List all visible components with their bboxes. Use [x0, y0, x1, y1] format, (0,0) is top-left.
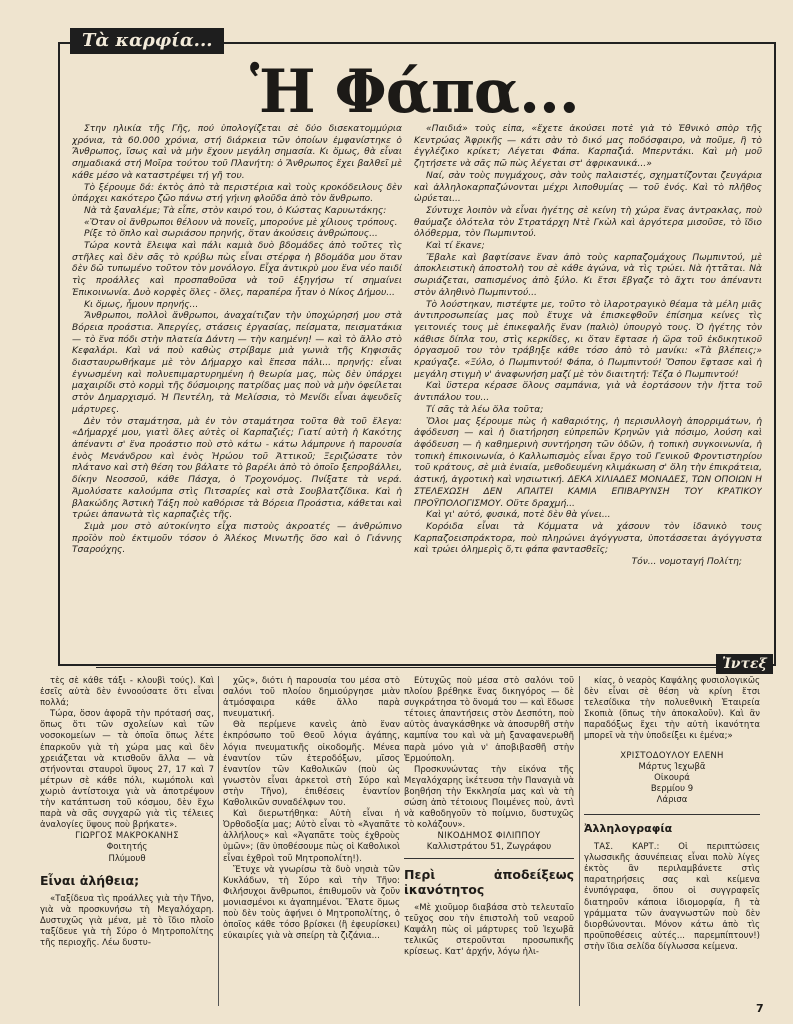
article-paragraph: «Ὅταν οἱ ἄνθρωποι θέλουν νὰ πονεῖς, μπορούνε μὲ χίλιους τρόπους.: [84, 217, 398, 228]
letters-column-3: [404, 676, 574, 1011]
letters-column-4: [584, 676, 760, 1011]
article-right-column: [414, 124, 762, 664]
article-paragraph: Νὰ τὰ ξαναλέμε; Τὰ εἶπε, στὸν καιρό του, ὁ Κώστας Καρυωτάκης:: [84, 205, 387, 216]
letter-heading: Εἶναι ἀλήθεια;: [40, 872, 140, 888]
letter-paragraph: ΤΑΣ. ΚΑΡΤ.: Οἱ περιπτώσεις γλωσσικῆς ἀσυνέπειας εἶναι πολὺ λίγες ἐκτὸς ἂν περιλαμβάνετε στὶς παρατηρήσεις σας καὶ κείμενα ἐνυπόγραφα, ὅπου οἱ συγγραφεῖς διατηροῦν κάποια ἰδιομορφία, ἢ τὰ γράμματα τῶν ἀναγνωστῶν ποὺ δὲν διορθώνονται. Μόνον κάτω ἀπὸ τὶς προϋποθέσεις αὐτές... παρεμπίπτουν!) στὴν ἴδια σελίδα δίγλωσσα κείμενα.: [584, 842, 760, 952]
article-paragraph: Σιμὰ μου στὸ αὐτοκίνητο εἶχα πιστοὺς ἀκροατές — ἀνθρώπινο προϊὸν ποὺ ἐκτιμοῦν τόσον ὁ Ἀλέκος Μινωτῆς ὅσο καὶ ὁ Γιάννης Τσαρούχης.: [72, 521, 402, 556]
letter-paragraph: Εὐτυχῶς ποὺ μέσα στὸ σαλόνι τοῦ πλοίου βρέθηκε ἕνας δικηγόρος — δὲ συγκράτησα τὸ ὄνομά του — καὶ ἔδωσε τέτοιες ἀπαντήσεις στὸν Δεσπότη, ποὺ αὐτὸς ἀναγκάσθηκε νὰ ἀποσυρθῆ στὴν καμπίνα του καὶ νὰ μὴ ξαναφανερωθῆ παρὰ μόνο γιὰ ν' ἀποβιβασθῆ στὴν Ἑρμούπολη.: [404, 676, 574, 764]
letter-paragraph: «Μὲ χιοῦμορ διαβάσα στὸ τελευταῖο τεῦχος σου τὴν ἐπιστολὴ τοῦ νεαροῦ Καψάλη πὼς οἱ μάρτυρες τοῦ Ἰεχωβᾶ τελικῶς στεροῦνται προσωπικῆς κρίσεως. Κατ' ἀρχήν, λόγω ἡλι-: [404, 902, 574, 957]
letter-paragraph: Θὰ περίμενε κανεὶς ἀπὸ ἕναν ἐκπρόσωπο τοῦ Θεοῦ λόγια ἀγάπης, λόγια πνευματικῆς οἰκοδομῆς. Μένεα ἐναντίον τῶν ἑτεροδόξων, μῖσος ἐναντίον τῶν Καθολικῶν (ποὺ ὡς γνωστὸν εἶναι ἀρκετοὶ στὴ Σύρο καὶ στὴν Τῆνο), ἐπιθέσεις ἐναντίον Καθολικῶν συναδέλφων του.: [223, 720, 400, 809]
article-paragraph: Καὶ ὕστερα κέρασε ὅλους σαμπάνια, γιὰ νὰ ἑορτάσουν τὴν ἥττα τοῦ ἀντιπάλου του...: [414, 381, 762, 404]
letter-signature-line: Βερμίου 9: [650, 783, 694, 794]
letter-signature-line: Καλλιστράτου 51, Ζωγράφου: [426, 842, 552, 853]
heading-rule: [404, 858, 574, 859]
article-paragraph: Κι ὅμως, ἦμουν πρηνής...: [84, 299, 199, 310]
article-paragraph: Στην ηλικία τῆς Γῆς, πού ὑπολογίζεται σὲ δύο δισεκατομμύρια χρόνια, τὰ 60.000 χρόνια, στή διάρκεια τῶν ὁποίων ἐμφανίστηκε ὁ Ἄνθρωπος, ἴσως καὶ νὰ μὴν ἔχουν μεγάλη σημασία. Κι ὅμως, θὰ εἶναι σημαδιακά στή Μοῖρα τούτου τοῦ Πλανήτη: ὁ Ἄνθρωπος ἔχει βαλθεῖ μὲ κάθε μέσο νὰ καταστρέψει τή γῆ του.: [72, 124, 402, 181]
article-paragraph: Ὅλοι μας ξέρουμε πὼς ἡ καθαριότης, ἡ περισυλλογὴ ἀπορριμάτων, ἡ ἀφόδευση — καὶ ἡ διατήρηση εὐπρεπῶν Κρηνῶν γιὰ πόσιμο, λούση καὶ ἀφόδευση — ἡ καθημερινὴ συντήρηση τῶν ὁδῶν, ἡ τοπικὴ συγκοινωνία, ἡ τοπικὴ ἐπικοινωνία, ὁ Καλλωπισμὸς εἶναι ἔργο τοῦ Γενικοῦ Φροντιστηρίου τοῦ κράτους, σὲ μιὰ ἑνιαία, μεθοδευμένη κλιμάκωση σ' ὅλη τὴν ἐπικράτεια, ἀστική, ἀγροτικὴ καὶ νησιωτική. ΔΕΚΑ ΧΙΛΙΑΔΕΣ ΜΟΝΑΔΕΣ, ΤΩΝ ΟΠΟΙΩΝ Η ΣΤΕΛΕΧΩΣΗ ΔΕΝ ΑΠΑΙΤΕΙ ΚΑΜΙΑ ΕΠΙΒΑΡΥΝΣΗ ΤΟΥ ΚΡΑΤΙΚΟΥ ΠΡΟΫΠΟΛΟΓΙΣΜΟΥ. Οὔτε δραχμή...: [414, 416, 762, 509]
letter-signature-name: ΝΙΚΟΔΗΜΟΣ ΦΙΛΙΠΠΟΥ: [437, 831, 541, 842]
article-paragraph: Καὶ γι' αὐτό, φυσικά, ποτὲ δὲν θὰ γίνει...: [426, 510, 611, 521]
letter-paragraph: Ἔτυχε νὰ γνωρίσω τὰ δυὸ νησιὰ τῶν Κυκλάδων, τὴ Σύρο καὶ τὴν Τῆνο: Φιλήσυχοι ἄνθρωποι, ἐπιθυμοῦν νὰ ζοῦν μονιασμένοι κι ἀγαπημένοι. Ἔλατε ὅμως ποὺ δὲν τοὺς ἀφήνει ὁ Μητροπολίτης, ὁ ὁποῖος κάθε τόσο βρίσκει (ἢ ἐφευρίσκει) εὐκαιρίες γιὰ νὰ σπείρη τὰ ζιζάνια...: [223, 864, 400, 942]
letters-column-2: [223, 676, 400, 1011]
column-rule: [579, 676, 580, 1006]
letter-paragraph: «Ταξίδευα τὶς προάλλες γιὰ τὴν Τῆνο, γιὰ νὰ προσκυνήσω τὴ Μεγαλόχαρη. Δυστυχῶς γιὰ μένα, μὲ τὸ ἴδιο πλοῖο ταξίδευε γιὰ τὴ Σύρο ὁ Μητροπολίτης τῆς περιοχῆς. Λέω δυστυ-: [40, 893, 214, 948]
letter-paragraph: τὲς σὲ κάθε τάξι - κλουβὶ τούς). Καὶ ἐσεῖς αὐτὰ δὲν ἐννοούσατε ὅτι εἶναι πολλά;: [40, 676, 214, 709]
letter-signature-name: ΧΡΙΣΤΟΔΟΥΛΟΥ ΕΛΕΝΗ: [620, 750, 724, 761]
letter-paragraph: κίας, ὁ νεαρὸς Καψάλης φυσιολογικῶς δὲν εἶναι σὲ θέση νὰ κρίνη ἔτσι τελεσίδικα τὴν πολυεθνικὴ Ἑταιρεία Σκοπιὰ (ὅπως τὴν ἀποκαλοῦν). Καὶ ἂν παραδόξως ἔχει τὴν αὐτὴ ἱκανότητα μπορεῖ νὰ τὴν ὑποδείξει κι ἐμένα;»: [584, 676, 760, 742]
article-left-column: [72, 124, 402, 664]
letter-signature-line: Οἰκουρά: [654, 772, 690, 783]
letter-heading: Περὶ ἀποδείξεως ἱκανότητος: [404, 866, 574, 897]
letters-column-1: [40, 676, 214, 1011]
article-paragraph: Τὸ ξέρουμε δά: ἐκτὸς ἀπὸ τὰ περιστέρια καὶ τοὺς κροκόδειλους δὲν ὑπάρχει κακότερο ζῶο πάνω στή γήινη φλοῦδα ἀπὸ τὸν ἄνθρωπο.: [72, 182, 402, 205]
article-paragraph: Σύντυχε λοιπὸν νὰ εἶναι ἡγέτης σὲ κείνη τὴ χώρα ἕνας ἀντρακλας, ποὺ θαύμαζε ὁλότελα τὸν Στρατάρχη Ντὲ Γκὼλ καὶ ἀργότερα μισοῦσε, τὸ ἴδιο ὁλόθερμα, τὸν Πωμπιντού.: [414, 205, 762, 240]
letters-section-tag: Ἰντεξ: [716, 654, 773, 674]
letter-paragraph: Καὶ διερωτήθηκα: Αὐτὴ εἶναι ἡ Ὀρθοδοξία μας; Αὐτὸ εἶναι τὸ «Ἀγαπᾶτε ἀλλήλους» καὶ «Ἀγαπᾶτε τοὺς ἐχθροὺς ὑμῶν»; (ἂν ὑποθέσουμε πὼς οἱ Καθολικοὶ εἶναι ἐχθροὶ τοῦ Μητροπολίτη!).: [223, 809, 400, 864]
article-paragraph: Ἄνθρωποι, πολλοὶ ἄνθρωποι, ἀναχαίτιζαν τὴν ὑποχώρησή μου στὰ Βόρεια προάστια. Ἀπεργίες, στάσεις ἐργασίας, πείσματα, πεισματάκια — τὸ ἕνα πόδι στὴν πλατεία Δάντη — τὴν καημένη! — καὶ τὸ ἄλλο στὸ Κεφαλάρι. Καὶ νά ποὺ καθὼς στρίβαμε μιὰ γωνιὰ τῆς Κηφισιᾶς διασταυρωθήκαμε μὲ τὸν Δήμαρχο καὶ ἔπεσα πάλι... πρηνής: εἶναι ἐγνωσμένη καὶ πολυεπιμαρτυρημένη ἡ θεωρία μας, πὼς δὲν ὑπάρχει μαχαιρίδι στὸ κορμὶ τῆς δύσμοιρης πατρίδας μας ποὺ νὰ μὴν ὀφείλεται στὸν Δημαρχισμό. Ἡ Πεντέλη, τὰ Μελίσσια, τὸ Μενίδι εἶναι ἀψευδεῖς μάρτυρες.: [72, 311, 402, 415]
letter-paragraph: Τώρα, ὅσον ἀφορᾶ τὴν πρότασή σας, ὅπως ὅτι τῶν σχολείων καὶ τῶν νοσοκομείων — τὰ ὁποῖα ὅπως λέτε ἐπαρκοῦν γιὰ τὴ χώρα μας καὶ δὲν χρειάζεται νὰ κτισθοῦν ἄλλα — νὰ στήνονται σταυροὶ ὕψους 27, 17 καὶ 7 μέτρων σὲ κάθε πόλι, κωμόπολι καὶ χωριὸ ἀντίστοιχα γιὰ νὰ ἀποτρέψουν τὴν κατάπτωση τοῦ κόσμου, δὲν ἔχω παρὰ νὰ σᾶς συγχαρῶ γιὰ τὶς τέλειες ἀναλογίες ὕψους ποὺ βρήκατε».: [40, 709, 214, 831]
article-paragraph: «Παιδιά» τοὺς εἶπα, «ἔχετε ἀκούσει ποτὲ γιὰ τὸ Ἐθνικὸ σπὸρ τῆς Κεντρώας Ἀφρικῆς — κάτι σὰν τὸ δικό μας ποδόσφαιρο, νὰ ποῦμε, ἢ τὸ ἐγγλέζικο κρίκετ; Λέγεται Φάπα. Καρπαζιά. Μπερντάκι. Καὶ μὴ μοῦ ζητήσετε νὰ σᾶς πῶ πὼς λέγεται στ' ἀφρικανικά...»: [414, 124, 762, 170]
article-paragraph: Ρίξε τὸ ὅπλο καὶ σωριάσου πρηνής, ὅταν ἀκούσεις ἀνθρώπους...: [84, 229, 378, 240]
section-divider: [96, 667, 716, 668]
article-title: Ἡ Φάπα...: [250, 57, 579, 127]
letter-signature-line: Πλύμουθ: [108, 853, 146, 864]
correspondence-heading: Ἀλληλογραφία: [584, 814, 760, 836]
article-paragraph: Ναί, σὰν τοὺς πυγμάχους, σὰν τοὺς παλαιστές, σχηματίζονται ζευγάρια καὶ ἀλληλοκαρπαζώνονται μέχρι λιποθυμίας — τοῦ ἑνός. Καὶ τὸ πλῆθος ὡρύεται...: [414, 170, 762, 205]
article-paragraph: Κορόιδα εἶναι τὰ Κόμματα νὰ χάσουν τὸν ἰδανικὸ τους Καρπαζοεισπράκτορα, ποὺ πληρώνει ἀγόγγυστα, ὑποτάσσεται ἀγόγγυστα καὶ τρώει ὁλημερὶς ὅ,τι φάπα φαντασθεῖς;: [414, 521, 762, 556]
letter-paragraph: Προσκυνώντας τὴν εἰκόνα τῆς Μεγαλόχαρης ἱκέτευσα τὴν Παναγιὰ νὰ βοηθήση τὴν Ἐκκλησία μας καὶ νὰ τὴ σώση ἀπὸ τέτοιους Ποιμένες ποὺ, ἀντὶ νὰ καθοδηγοῦν τὸ ποίμνιο, δυστυχῶς τὸ κολάζουν».: [404, 764, 574, 831]
letter-signature-name: ΓΙΩΡΓΟΣ ΜΑΚΡΟΚΑΝΗΣ: [75, 831, 179, 842]
section-tag: Τὰ καρφία...: [70, 28, 224, 54]
article-paragraph: Τώρα κοντὰ ἔλειψα καὶ πάλι καμιὰ δυὸ βδομάδες ἀπὸ τοῦτες τὶς στῆλες καὶ δὲν σᾶς τὸ κρύβω πὼς εἶναι στέρφα ἡ βδομάδα μου ὅταν δὲν δῶ τυπωμένο τοῦτον τὸν μονόλογο. Εἶχα ἀντικρὺ μου ἕνα νέο παιδί τὶς προάλλες καὶ προσπαθοῦσα νὰ τοῦ ἐξηγήσω τί σημαίνει Ἐπικοινωνία. Δυὸ κορφὲς ὅλες - ὅλες, παραπέρα ἦταν ὁ Νίκος Δήμου...: [72, 241, 402, 298]
letter-signature-line: Λάρισα: [656, 794, 688, 805]
article-paragraph: Ἔβαλε καὶ βαφτίσανε ἕναν ἀπὸ τοὺς καρπαζομάχους Πωμπιντού, μὲ ἀποκλειστικὴ ἀποστολὴ του σὲ κάθε ἀγώνα, νὰ τὶς τρώει. Νὰ ἡττᾶται. Νὰ σωριάζεται, σαπισμένος ἀπὸ ξύλο. Κι ἔτσι ἔβγαζε τὸ ἄχτι του ἀπέναντι στὸν ἀληθινὸ Πωμπιντού...: [414, 252, 762, 298]
article-closing-line: Τόν... νομοταγή Πολίτη;: [631, 557, 742, 568]
column-rule: [218, 676, 219, 1006]
letter-paragraph: χῶς», διότι ἡ παρουσία του μέσα στὸ σαλόνι τοῦ πλοίου δημιούργησε μιὰν ἀτμόσφαιρα κάθε ἄλλο παρὰ πνευματική.: [223, 676, 400, 720]
article-paragraph: Τί σᾶς τὰ λέω ὅλα τοῦτα;: [426, 404, 544, 415]
article-paragraph: Δὲν τὸν σταμάτησα, μὰ ἐν τὸν σταμάτησα τοῦτα θὰ τοῦ ἔλεγα: «Δήμαρχέ μου, γιατὶ ὅλες αὐτὲς οἱ Καρπαζιές; Γιατί αὐτὴ ἡ Κακότης ἀπέναντι σ' ἕνα προάστιο ποὺ στὸ κάτω - κάτω λάμπρυνε ἡ παρουσία ἑνὸς Μενάνδρου καὶ ἑνὸς Ἡρώου τοῦ Ἀττικοῦ; Ξεριζώσατε τὸν πλάτανο καὶ στὴ θέση του βάλατε τὸ βαρέλι ἀπὸ τὸ ὁποῖο ξεπροβάλλει, δίκην Νεοσσοῦ, κάθε Πάσχα, ὁ Τροχονόμος. Πνίξατε τὰ νερά. Ἀμολύσατε καλούμπα στὶς Πιτσαρίες καὶ στὰ Σουβλατζίδικα. Καὶ ἡ βλακώδης Ἀστικὴ Τάξη ποὺ καθόρισε τὰ Βόρεια Προάστια, κάθεται καὶ τρώει ἀπανωτὰ τὶς καρπαζιὲς τῆς.: [72, 416, 402, 521]
page-number: 7: [756, 1002, 764, 1015]
article-paragraph: Καὶ τί ἔκανε;: [426, 241, 485, 252]
article-paragraph: Τὸ λούστηκαν, πιστέψτε με, τοῦτο τὸ ἱλαροτραγικὸ θέαμα τὰ μέλη μιᾶς ἀντιπροσωπείας μας ποὺ ἔτυχε νὰ ἐπισκεφθοῦν ἐπίσημα κείνες τὶς γειτονιές τους μὲ ἐπικεφαλῆς ἕναν (παλιὸ) ὑπουργὸ τους. Ὁ ἡγέτης τὸν κάθισε δίπλα του, στὶς κερκίδες, κι ὅταν ἔφτασε ἡ ὥρα τοῦ ἐκδικητικοῦ ὀργασμοῦ του τὸν τράβηξε κάθε τόσο ἀπὸ τὸ μανίκι: «Τὰ βλέπεις;» κραύγαζε. «Ξύλο, ὁ Πωμπιντού! Φάπα, ὁ Πωμπιντού! Ὅσπου ἔφτασε καὶ ἡ μεγάλη στιγμὴ ν' ἀναφωνήση μαζί μὲ τὸν διαιτητή: Τέζα ὁ Πωμπιντού!: [414, 299, 762, 380]
letter-signature-line: Φοιτητής: [106, 842, 148, 853]
letter-signature-line: Μάρτυς Ἰεχωβᾶ: [638, 761, 706, 772]
